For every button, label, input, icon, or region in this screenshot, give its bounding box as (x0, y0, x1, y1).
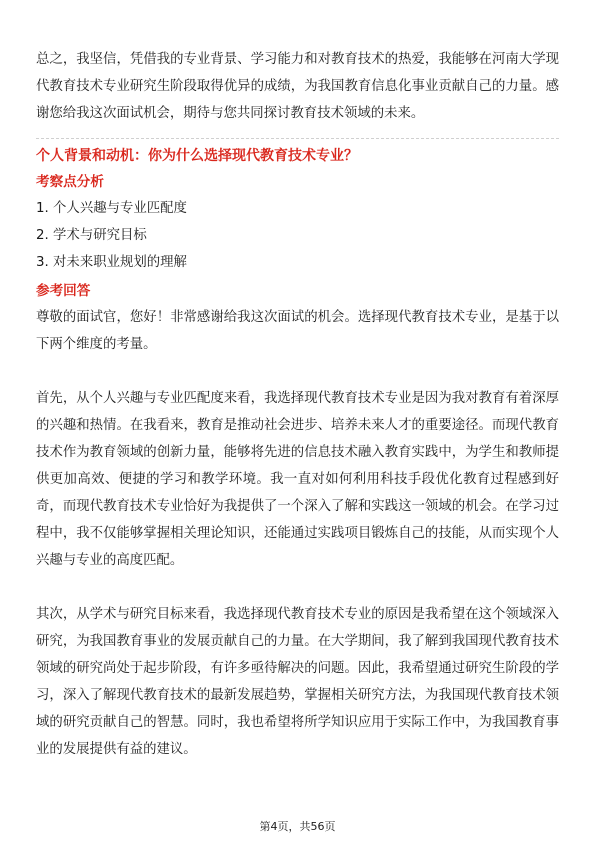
analysis-point: 3. 对未来职业规划的理解 (36, 255, 187, 270)
analysis-point: 1. 个人兴趣与专业匹配度 (36, 201, 187, 216)
question-heading: 个人背景和动机：你为什么选择现代教育技术专业？ (36, 148, 358, 164)
page-number: 第4页，共56页 (259, 820, 336, 833)
paragraph-gap (36, 574, 559, 601)
answer-paragraph: 其次，从学术与研究目标来看，我选择现代教育技术专业的原因是我希望在这个领域深入研究，为我国教育事业的发展贡献自己的力量。在大学期间，我了解到我国现代教育技术领域的研究尚处于起步阶段，有许多亟待解决的问题。因此，我希望通过研究生阶段的学习，深入了解现代教育技术的最新发展趋势，掌握相关研究方法，为我国现代教育技术领域的研究贡献自己的智慧。同时，我也希望将所学知识应用于实际工作中，为我国教育事业的发展提供有益的建议。 (36, 607, 559, 757)
analysis-point: 2. 学术与研究目标 (36, 228, 147, 243)
intro-paragraph: 总之，我坚信，凭借我的专业背景、学习能力和对教育技术的热爱，我能够在河南大学现代教育技术专业研究生阶段取得优异的成绩，为我国教育信息化事业贡献自己的力量。感谢您给我这次面试机会，期待与您共同探讨教育技术领域的未来。 (36, 52, 559, 121)
answer-title: 参考回答 (36, 283, 91, 299)
answer-paragraph: 首先，从个人兴趣与专业匹配度来看，我选择现代教育技术专业是因为我对教育有着深厚的兴趣和热情。在我看来，教育是推动社会进步、培养未来人才的重要途径。而现代教育技术作为教育领域的创新力量，能够将先进的信息技术融入教育实践中，为学生和教师提供更加高效、便捷的学习和教学环境。我一直对如何利用科技手段优化教育过程感到好奇，而现代教育技术专业恰好为我提供了一个深入了解和实践这一领域的机会。在学习过程中，我不仅能够掌握相关理论知识，还能通过实践项目锻炼自己的技能，从而实现个人兴趣与专业的高度匹配。 (36, 391, 559, 568)
document-page (36, 46, 559, 763)
analysis-title: 考察点分析 (36, 174, 104, 190)
analysis-points (36, 195, 559, 276)
answer-paragraph: 尊敬的面试官，您好！非常感谢给我这次面试的机会。选择现代教育技术专业，是基于以下两个维度的考量。 (36, 310, 559, 352)
paragraph-gap (36, 358, 559, 385)
section-divider (36, 138, 559, 139)
